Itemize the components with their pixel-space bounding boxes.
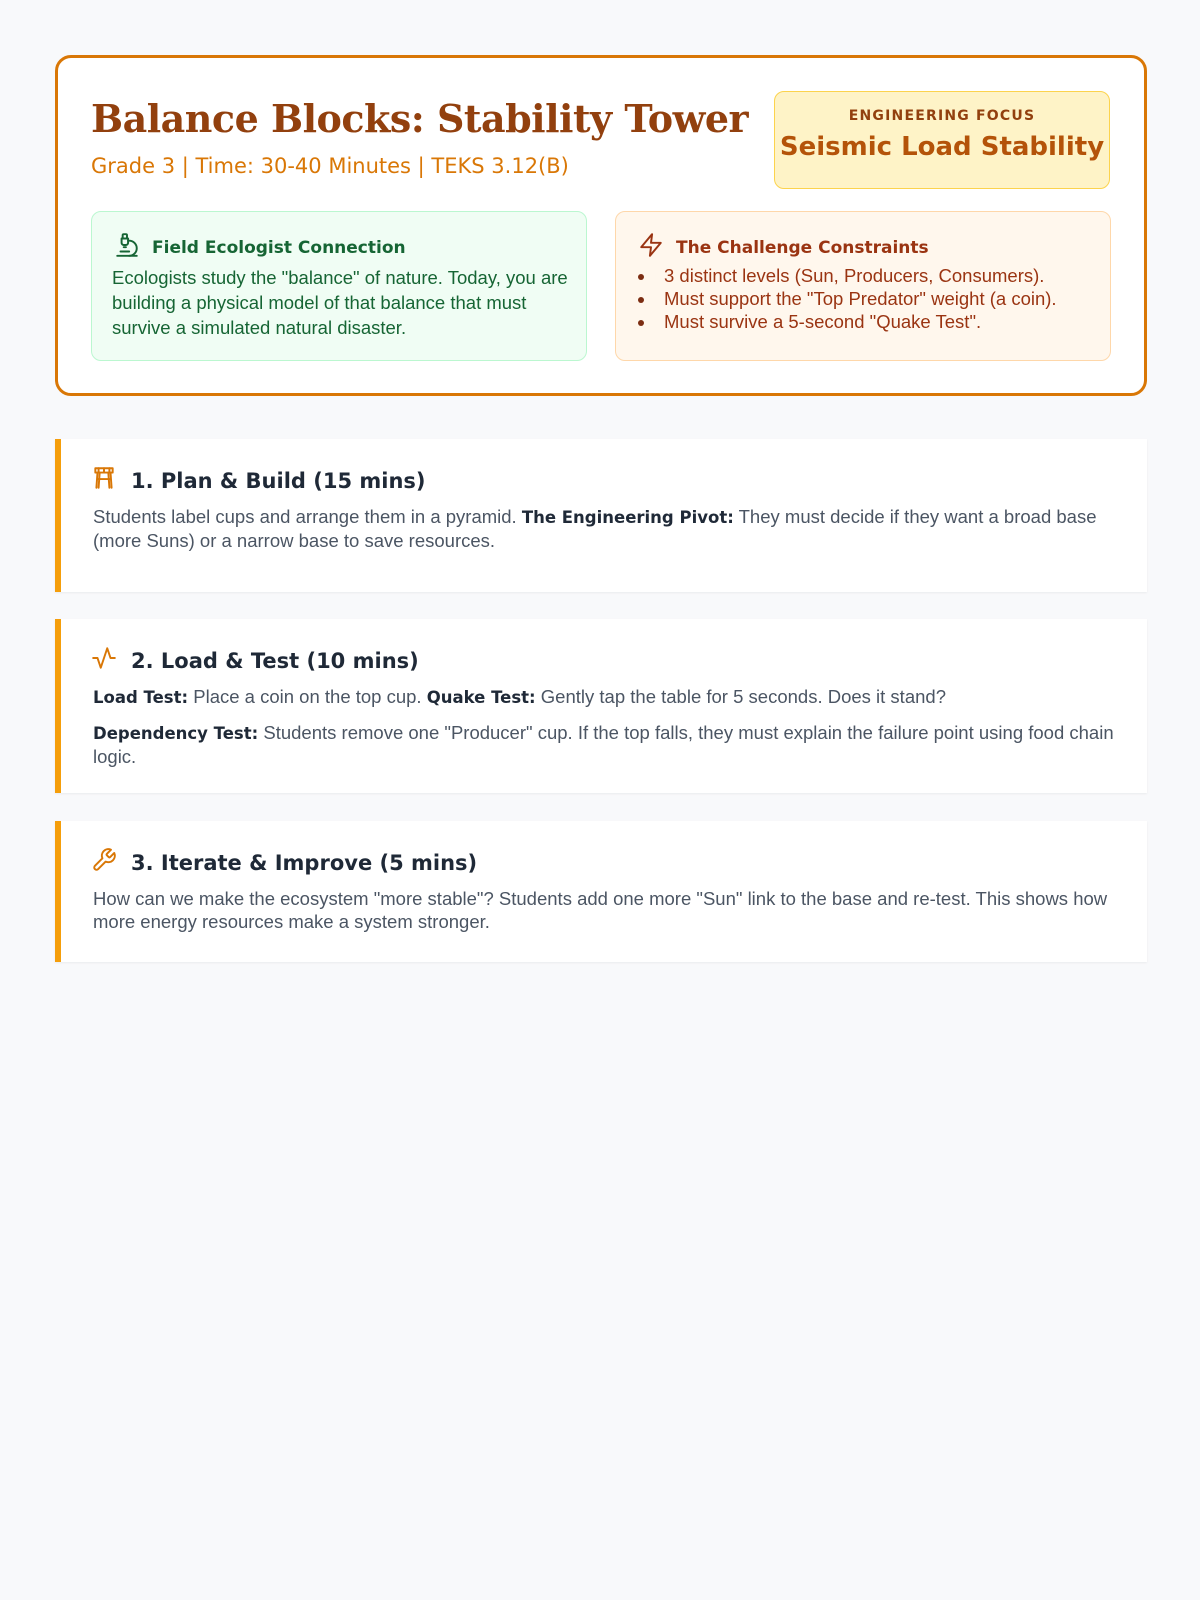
list-item: 3 distinct levels (Sun, Producers, Consumers). <box>636 264 1096 287</box>
engineering-focus-badge <box>774 91 1110 189</box>
challenge-constraints-panel <box>615 211 1111 361</box>
ecologist-connection-text: Ecologists study the "balance" of nature. Today, you are building a physical model of that balance that must survive a simulated natural disaster. <box>112 267 568 338</box>
step-title: 3. Iterate & Improve (5 mins) <box>131 850 478 875</box>
step-description <box>93 505 1117 552</box>
step-text: Gently tap the table for 5 seconds. Does it stand? <box>535 686 946 707</box>
constraints-list <box>636 264 1096 333</box>
step-title: 2. Load & Test (10 mins) <box>131 648 419 673</box>
step-text: Place a coin on the top cup. <box>188 686 427 707</box>
step-header <box>91 847 477 878</box>
lesson-header-card <box>55 55 1147 396</box>
step-emphasis: Load Test: <box>93 688 189 707</box>
step-text: They must decide if they want a broad base (more Suns) or a narrow base to save resources. <box>93 506 1097 551</box>
ecologist-connection-title: Field Ecologist Connection <box>152 237 406 258</box>
tower-icon <box>91 465 117 496</box>
wrench-icon <box>91 847 117 878</box>
step-description <box>93 887 1117 933</box>
step-header <box>91 645 419 676</box>
challenge-constraints-title: The Challenge Constraints <box>676 237 929 258</box>
list-item: Must survive a 5-second "Quake Test". <box>636 310 1096 333</box>
step-plan-build <box>55 439 1147 592</box>
step-text: Students remove one "Producer" cup. If the top falls, they must explain the failure point using food chain logic. <box>93 722 1114 767</box>
ecologist-connection-panel <box>91 211 587 361</box>
engineering-focus-label: ENGINEERING FOCUS <box>848 108 1036 124</box>
step-emphasis: Quake Test: <box>426 688 536 707</box>
lesson-meta: Grade 3 | Time: 30-40 Minutes | TEKS 3.12(B) <box>91 154 569 178</box>
activity-icon <box>91 645 117 676</box>
step-emphasis: The Engineering Pivot: <box>521 508 734 527</box>
step-title: 1. Plan & Build (15 mins) <box>131 468 426 493</box>
lightning-icon <box>638 232 664 263</box>
step-description <box>93 685 1117 709</box>
ecologist-connection-header <box>114 232 406 263</box>
challenge-constraints-header <box>638 232 929 263</box>
step-text: Students label cups and arrange them in a pyramid. <box>93 506 522 527</box>
microscope-icon <box>114 232 140 263</box>
step-iterate-improve <box>55 821 1147 962</box>
list-item: Must support the "Top Predator" weight (a coin). <box>636 287 1096 310</box>
step-text: How can we make the ecosystem "more stable"? Students add one more "Sun" link to the base and re-test. This shows how more energy resources make a system stronger. <box>93 888 1108 932</box>
page-title: Balance Blocks: Stability Tower <box>91 96 749 141</box>
step-emphasis: Dependency Test: <box>93 724 259 743</box>
step-description <box>93 721 1117 768</box>
step-load-test <box>55 619 1147 793</box>
step-header <box>91 465 426 496</box>
engineering-focus-value: Seismic Load Stability <box>779 132 1105 162</box>
